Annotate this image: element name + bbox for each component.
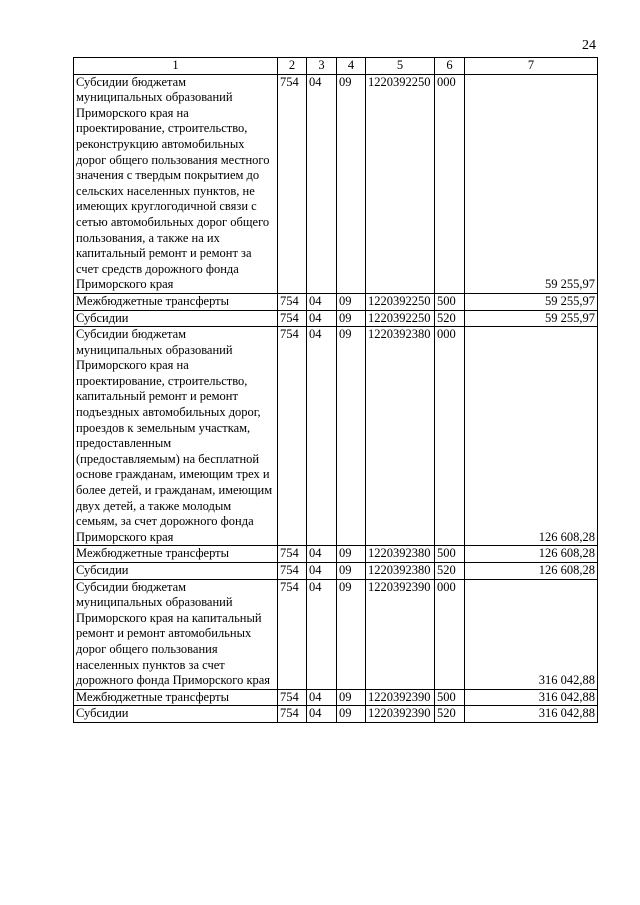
code-cell: 754 bbox=[278, 706, 307, 723]
amount-cell: 126 608,28 bbox=[465, 327, 598, 546]
expense-type-cell: 500 bbox=[435, 689, 465, 706]
expense-type-cell: 000 bbox=[435, 74, 465, 293]
code-cell: 754 bbox=[278, 579, 307, 689]
code-cell: 754 bbox=[278, 293, 307, 310]
expense-type-cell: 500 bbox=[435, 546, 465, 563]
target-article-cell: 1220392390 bbox=[366, 689, 435, 706]
row-name-cell: Межбюджетные трансферты bbox=[74, 546, 278, 563]
subsection-cell: 09 bbox=[337, 546, 366, 563]
table-row bbox=[74, 546, 598, 563]
expense-type-cell: 520 bbox=[435, 310, 465, 327]
table-row bbox=[74, 689, 598, 706]
table-row bbox=[74, 74, 598, 293]
target-article-cell: 1220392390 bbox=[366, 579, 435, 689]
code-cell: 754 bbox=[278, 327, 307, 546]
target-article-cell: 1220392380 bbox=[366, 327, 435, 546]
table-header-row bbox=[74, 58, 598, 75]
table-row bbox=[74, 563, 598, 580]
target-article-cell: 1220392380 bbox=[366, 563, 435, 580]
target-article-cell: 1220392250 bbox=[366, 293, 435, 310]
target-article-cell: 1220392250 bbox=[366, 74, 435, 293]
amount-cell: 316 042,88 bbox=[465, 689, 598, 706]
amount-cell: 126 608,28 bbox=[465, 546, 598, 563]
section-cell: 04 bbox=[307, 293, 337, 310]
code-cell: 754 bbox=[278, 74, 307, 293]
row-name-cell: Межбюджетные трансферты bbox=[74, 293, 278, 310]
subsection-cell: 09 bbox=[337, 310, 366, 327]
amount-cell: 59 255,97 bbox=[465, 310, 598, 327]
subsection-cell: 09 bbox=[337, 327, 366, 546]
code-cell: 754 bbox=[278, 689, 307, 706]
section-cell: 04 bbox=[307, 579, 337, 689]
expense-type-cell: 000 bbox=[435, 579, 465, 689]
amount-cell: 126 608,28 bbox=[465, 563, 598, 580]
section-cell: 04 bbox=[307, 74, 337, 293]
table-row bbox=[74, 327, 598, 546]
target-article-cell: 1220392250 bbox=[366, 310, 435, 327]
table-row bbox=[74, 579, 598, 689]
subsection-cell: 09 bbox=[337, 293, 366, 310]
row-name-cell: Субсидии bbox=[74, 563, 278, 580]
subsection-cell: 09 bbox=[337, 706, 366, 723]
row-name-cell: Субсидии bbox=[74, 706, 278, 723]
column-header: 2 bbox=[278, 58, 307, 75]
code-cell: 754 bbox=[278, 563, 307, 580]
code-cell: 754 bbox=[278, 546, 307, 563]
amount-cell: 316 042,88 bbox=[465, 579, 598, 689]
section-cell: 04 bbox=[307, 327, 337, 546]
section-cell: 04 bbox=[307, 546, 337, 563]
section-cell: 04 bbox=[307, 706, 337, 723]
row-name-cell: Субсидии бюджетам муниципальных образований Приморского края на проектирование, строительство, капитальный ремонт и ремонт подъездных автомобильных дорог, проездов к земельным участкам, предоставленным (предоставляемым) на бесплатной основе гражданам, имеющим трех и более детей, и гражданам, имеющим двух детей, а также молодым семьям, за счет дорожного фонда Приморского края bbox=[74, 327, 278, 546]
column-header: 3 bbox=[307, 58, 337, 75]
column-header: 1 bbox=[74, 58, 278, 75]
row-name-cell: Субсидии bbox=[74, 310, 278, 327]
page-number: 24 bbox=[582, 38, 596, 53]
subsection-cell: 09 bbox=[337, 579, 366, 689]
amount-cell: 316 042,88 bbox=[465, 706, 598, 723]
section-cell: 04 bbox=[307, 310, 337, 327]
table-row bbox=[74, 293, 598, 310]
subsection-cell: 09 bbox=[337, 689, 366, 706]
budget-table bbox=[73, 57, 598, 723]
table-row bbox=[74, 706, 598, 723]
row-name-cell: Межбюджетные трансферты bbox=[74, 689, 278, 706]
subsection-cell: 09 bbox=[337, 74, 366, 293]
column-header: 5 bbox=[366, 58, 435, 75]
table-row bbox=[74, 310, 598, 327]
row-name-cell: Субсидии бюджетам муниципальных образований Приморского края на капитальный ремонт и ремонт автомобильных дорог общего пользования населенных пунктов за счет дорожного фонда Приморского края bbox=[74, 579, 278, 689]
column-header: 6 bbox=[435, 58, 465, 75]
amount-cell: 59 255,97 bbox=[465, 74, 598, 293]
expense-type-cell: 000 bbox=[435, 327, 465, 546]
column-header: 7 bbox=[465, 58, 598, 75]
amount-cell: 59 255,97 bbox=[465, 293, 598, 310]
section-cell: 04 bbox=[307, 563, 337, 580]
row-name-cell: Субсидии бюджетам муниципальных образований Приморского края на проектирование, строительство, реконструкцию автомобильных дорог общего пользования местного значения с твердым покрытием до сельских населенных пунктов, не имеющих круглогодичной связи с сетью автомобильных дорог общего пользования, а также на их капитальный ремонт и ремонт за счет средств дорожного фонда Приморского края bbox=[74, 74, 278, 293]
code-cell: 754 bbox=[278, 310, 307, 327]
column-header: 4 bbox=[337, 58, 366, 75]
section-cell: 04 bbox=[307, 689, 337, 706]
target-article-cell: 1220392380 bbox=[366, 546, 435, 563]
target-article-cell: 1220392390 bbox=[366, 706, 435, 723]
subsection-cell: 09 bbox=[337, 563, 366, 580]
expense-type-cell: 500 bbox=[435, 293, 465, 310]
expense-type-cell: 520 bbox=[435, 706, 465, 723]
expense-type-cell: 520 bbox=[435, 563, 465, 580]
